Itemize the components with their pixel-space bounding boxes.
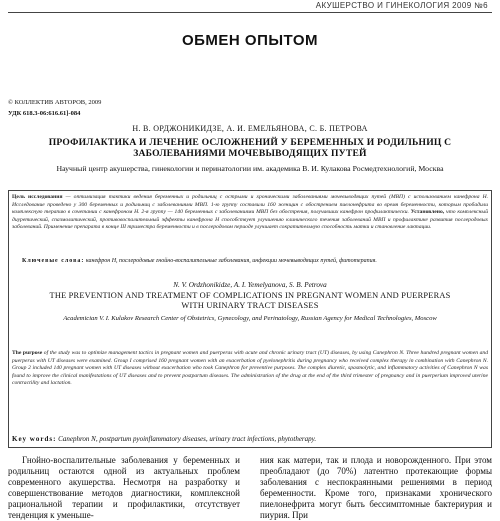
body-column-left: Гнойно-воспалительные заболевания у беременных и родильниц остаются одной из актуальных проблем современного акушерства. Несмотря на разработку и совершенствование методов диагностики, комплексной рациональной терапии и профилактики, отсутствует тенденция к уменьше-: [8, 455, 240, 520]
abstract-en-text: of the study was to optimize management tactics in pregnant women and puerperas with acute and chronic urinary tract (UT) diseases, by using Canephron N. Three hundred pregnant women and puerperas with UT diseases were examined. Group I comprised 160 pregnant women with an exacerbation of pyelonephritis during pregnancy who received complex therapy in combination with Canephron N. Group 2 included 140 pregnant women with UT diseases without exacerbation who took Canephron for preventive purposes. The complex diuretic, spasmolytic, and inflammatory activities of Canephron N was found to improve the clinical manifestations of UT diseases and to prevent postpartum diseases. The administration of the drug at the end of the third trimester of pregnancy and in puerperium improved uterine contractility and lactation.: [12, 350, 488, 386]
abstract-ru-text2: что комплексный диуретический, спазмолитический, противовоспалительный эффекты канефрона Н способствует улучшению клинического течения заболеваний МВП и профилактике развития послеродовых заболеваний. Применение препарата в конце III триместра беременности и в послеродовом периоде улучшает сократительную способность матки и становление лактации.: [12, 209, 489, 231]
article-title-ru: ПРОФИЛАКТИКА И ЛЕЧЕНИЕ ОСЛОЖНЕНИЙ У БЕРЕМЕННЫХ И РОДИЛЬНИЦ С ЗАБОЛЕВАНИЯМИ МОЧЕВЫВОДЯЩИХ ПУТЕЙ: [48, 137, 452, 159]
authors-ru: Н. В. ОРДЖОНИКИДЗЕ, А. И. ЕМЕЛЬЯНОВА, С. Б. ПЕТРОВА: [132, 124, 368, 133]
abstract-en: [12, 350, 488, 388]
journal-running-header: АКУШЕРСТВО И ГИНЕКОЛОГИЯ 2009 №6: [315, 1, 488, 10]
copyright-line: © КОЛЛЕКТИВ АВТОРОВ, 2009: [8, 99, 102, 106]
authors-en: N. V. Ordzhonikidze, A. I. Yemelyanova, S. B. Petrova: [173, 281, 327, 289]
institution-en: Academician V. I. Kulakov Research Center of Obstetrics, Gynecology, and Perinatology, Russian Agency for Medical Technologies, Moscow: [63, 315, 437, 322]
institution-ru: Научный центр акушерства, гинекологии и перинатологии им. академика В. И. Кулакова Росмедтехнологий, Москва: [56, 164, 444, 173]
abstract-en-label: The purpose: [12, 350, 43, 356]
keywords-en: [12, 435, 488, 443]
abstract-ru-label2: Установлено,: [410, 209, 445, 216]
keywords-ru: [22, 258, 482, 266]
udk-code: УДК 618.3-06:616.61]-084: [8, 110, 81, 117]
abstract-ru: [12, 194, 488, 232]
keywords-en-text: Canephron N, postpartum pyoinflammatory diseases, urinary tract infections, phytotherapy.: [56, 435, 317, 443]
article-title-en: THE PREVENTION AND TREATMENT OF COMPLICATIONS IN PREGNANT WOMEN AND PUERPERAS WITH URINARY TRACT DISEASES: [49, 291, 451, 310]
keywords-en-label: Key words:: [12, 435, 57, 443]
abstract-ru-label: Цель исследования: [12, 194, 63, 200]
keywords-ru-label: Ключевые слова:: [22, 258, 85, 264]
keywords-ru-text: канефрон Н, послеродовые гнойно-воспалительные заболевания, инфекции мочевыводящих путей, фитотерапия.: [84, 258, 377, 264]
abstract-ru-text: — оптимизация тактики ведения беременных и родильниц с острыми и хроническими заболеваниями мочевыводящих путей (МВП) с использованием канефрона Н. Исследование проведено у 300 беременных и родильниц с заболеваниями МВП. 1-ю группу составили 160 женщин с обострением пиелонефрита во время беременности, которым пробадили комплексную терапию в сочетании с канефроном Н. 2-я группу — 140 беременных с заболеваниями МВП без обострения, получавших канефрон профилактически.: [12, 194, 489, 216]
body-column-right: ния как матери, так и плода и новорожденного. При этом преобладают (до 70%) латентно протекающие формы заболевания с неспокраянными решениями в период беременности. Кроме того, признаками хронического пиелонефрита могут быть бессимптомные бактериурия и пиурия. При: [260, 455, 492, 520]
header-rule: [8, 12, 492, 13]
section-title: ОБМЕН ОПЫТОМ: [181, 32, 319, 49]
